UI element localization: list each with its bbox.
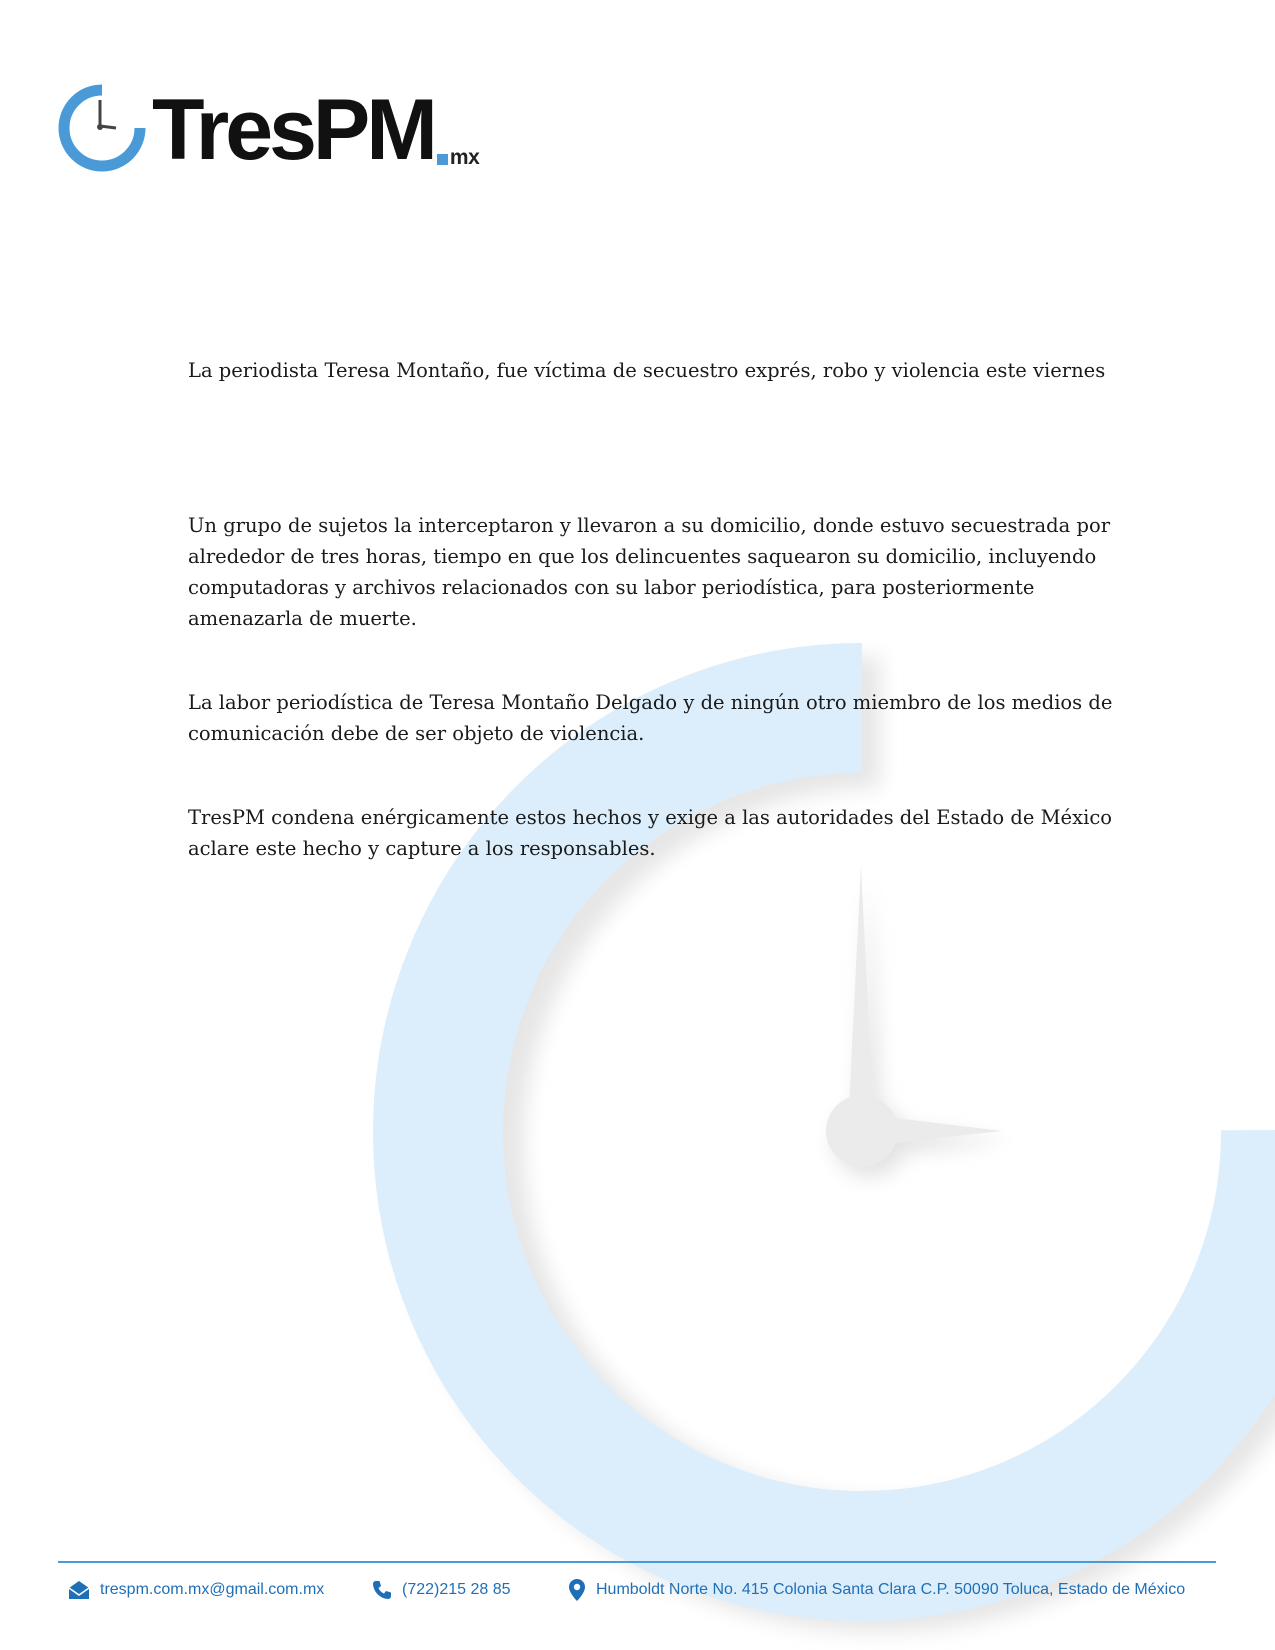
- brand-dot: [437, 154, 448, 165]
- article-paragraph-1: Un grupo de sujetos la interceptaron y llevaron a su domicilio, donde estuvo secuestrada por alrededor de tres horas, tiempo en que los delincuentes saquearon su domicilio, incluyendo computadoras y archivos relacionados con su labor periodística, para posteriormente amenazarla de muerte.: [188, 514, 1111, 630]
- envelope-icon: [68, 1580, 90, 1600]
- footer-address-text: Humboldt Norte No. 415 Colonia Santa Clara C.P. 50090 Toluca, Estado de México: [596, 1581, 1186, 1598]
- article-paragraph-3: TresPM condena enérgicamente estos hechos y exige a las autoridades del Estado de México aclare este hecho y capture a los responsables.: [188, 806, 1112, 860]
- brand-name: TresPM: [152, 82, 434, 178]
- clock-icon: [56, 82, 148, 174]
- footer-email[interactable]: [68, 1576, 324, 1604]
- footer-phone[interactable]: [372, 1576, 511, 1604]
- footer-address[interactable]: [568, 1576, 1185, 1604]
- article-paragraph-2: La labor periodística de Teresa Montaño Delgado y de ningún otro miembro de los medios de comunicación debe de ser objeto de violencia.: [188, 691, 1113, 745]
- article-body: [188, 355, 1128, 864]
- footer-email-text: trespm.com.mx@gmail.com.mx: [100, 1581, 325, 1598]
- phone-icon: [372, 1580, 392, 1600]
- footer-divider: [58, 1561, 1216, 1563]
- brand-logo[interactable]: [56, 74, 480, 178]
- footer-contact: [0, 1576, 1275, 1606]
- footer-phone-text: (722)215 28 85: [402, 1581, 511, 1598]
- brand-tld: mx: [449, 146, 480, 169]
- article-title: La periodista Teresa Montaño, fue víctima de secuestro exprés, robo y violencia este viernes: [188, 359, 1106, 382]
- map-pin-icon: [568, 1578, 586, 1602]
